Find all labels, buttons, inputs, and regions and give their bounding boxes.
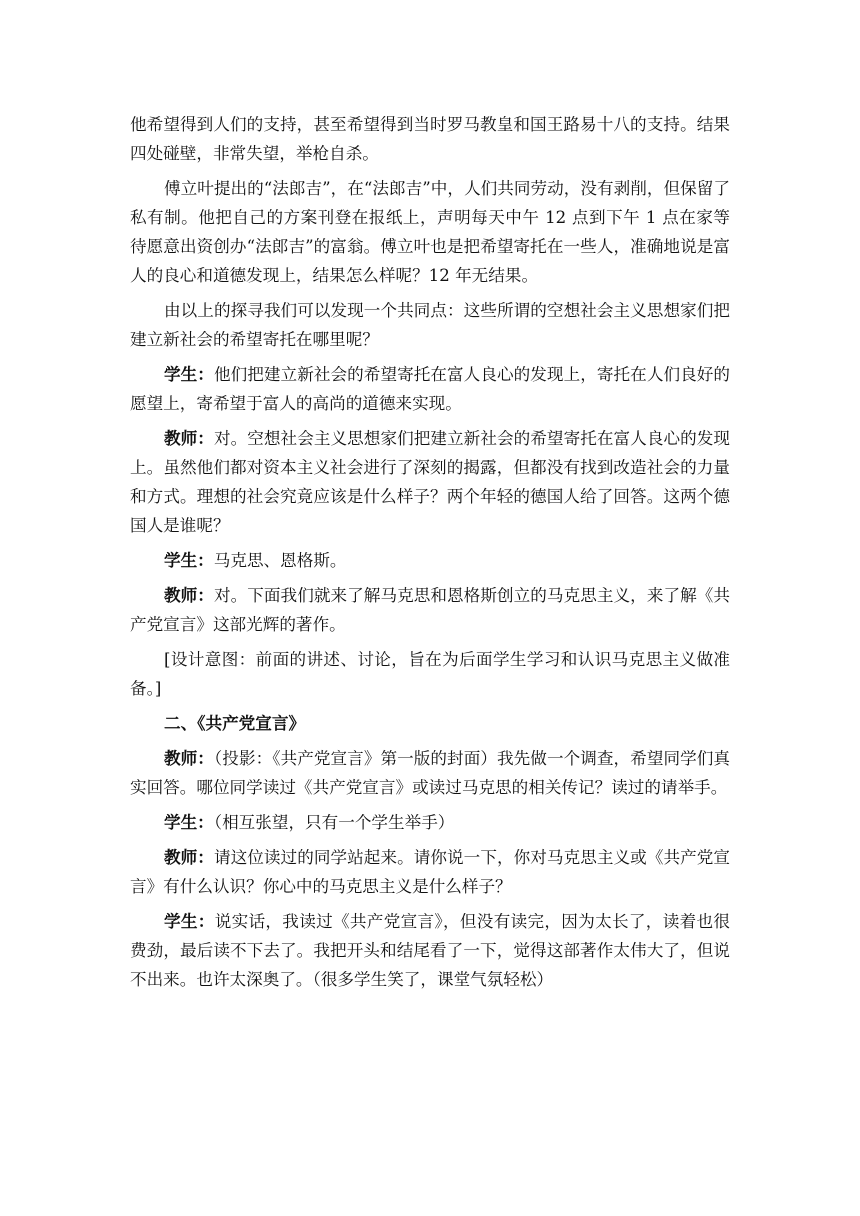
paragraph-saint-simon-ending [130, 110, 730, 168]
dialogue-text: 对。下面我们就来了解马克思和恩格斯创立的马克思主义，来了解《共产党宣言》这部光辉的著作。 [130, 586, 731, 634]
speaker-label: 教师： [164, 748, 214, 768]
paragraph-text: [设计意图：前面的讲述、讨论，旨在为后面学生学习和认识马克思主义做准备。] [130, 650, 730, 698]
dialogue-text: 对。空想社会主义思想家们把建立新社会的希望寄托在富人良心的发现上。虽然他们都对资本主义社会进行了深刻的揭露，但都没有找到改造社会的力量和方式。理想的社会究竟应该是什么样子？两个年轻的德国人给了回答。这两个德国人是谁呢？ [130, 429, 731, 535]
speaker-label: 学生： [164, 911, 215, 931]
speaker-label: 学生： [164, 812, 214, 832]
dialogue-text: 说实话，我读过《共产党宣言》，但没有读完，因为太长了，读着也很费劲，最后读不下去了。我把开头和结尾看了一下，觉得这部著作太伟大了，但说不出来。也许太深奥了。（很多学生笑了，课堂气氛轻松） [130, 912, 730, 989]
dialogue-teacher-1 [130, 424, 730, 540]
design-intent-note [130, 645, 730, 703]
dialogue-teacher-4 [130, 843, 730, 901]
speaker-label: 教师： [164, 428, 214, 448]
speaker-label: 教师： [164, 847, 214, 867]
document-page [130, 110, 730, 1000]
dialogue-text: 请这位读过的同学站起来。请你说一下，你对马克思主义或《共产党宣言》有什么认识？你心中的马克思主义是什么样子？ [130, 848, 731, 896]
dialogue-student-4 [130, 907, 730, 994]
dialogue-text: （相互张望，只有一个学生举手） [213, 813, 455, 832]
speaker-label: 学生： [164, 550, 214, 570]
paragraph-text: 傅立叶提出的“法郎吉”，在“法郎吉”中，人们共同劳动，没有剥削，但保留了私有制。他把自己的方案刊登在报纸上，声明每天中午 12 点到下午 1 点在家等待愿意出资创办“法郎吉”的富翁。傅立叶也是把希望寄托在一些人，准确地说是富人的良心和道德发现上，结果怎么样呢？12 年无结果。 [130, 179, 730, 285]
dialogue-text: 马克思、恩格斯。 [213, 551, 347, 570]
paragraph-text: 他希望得到人们的支持，甚至希望得到当时罗马教皇和国王路易十八的支持。结果四处碰壁，非常失望，举枪自杀。 [130, 115, 730, 163]
speaker-label: 教师： [164, 585, 214, 605]
dialogue-student-3 [130, 808, 730, 837]
dialogue-text: （投影：《共产党宣言》第一版的封面）我先做一个调查，希望同学们真实回答。哪位同学读过《共产党宣言》或读过马克思的相关传记？读过的请举手。 [130, 749, 731, 797]
paragraph-text: 由以上的探寻我们可以发现一个共同点：这些所谓的空想社会主义思想家们把建立新社会的希望寄托在哪里呢？ [130, 301, 730, 349]
dialogue-teacher-2 [130, 581, 730, 639]
dialogue-student-1 [130, 360, 730, 418]
dialogue-teacher-3 [130, 744, 730, 802]
dialogue-text: 他们把建立新社会的希望寄托在富人良心的发现上，寄托在人们良好的愿望上，寄希望于富人的高尚的道德来实现。 [130, 365, 731, 413]
paragraph-question [130, 296, 730, 354]
dialogue-student-2 [130, 546, 730, 575]
paragraph-fourier [130, 174, 730, 290]
section-heading: 二、《共产党宣言》 [164, 713, 306, 733]
speaker-label: 学生： [164, 364, 214, 384]
